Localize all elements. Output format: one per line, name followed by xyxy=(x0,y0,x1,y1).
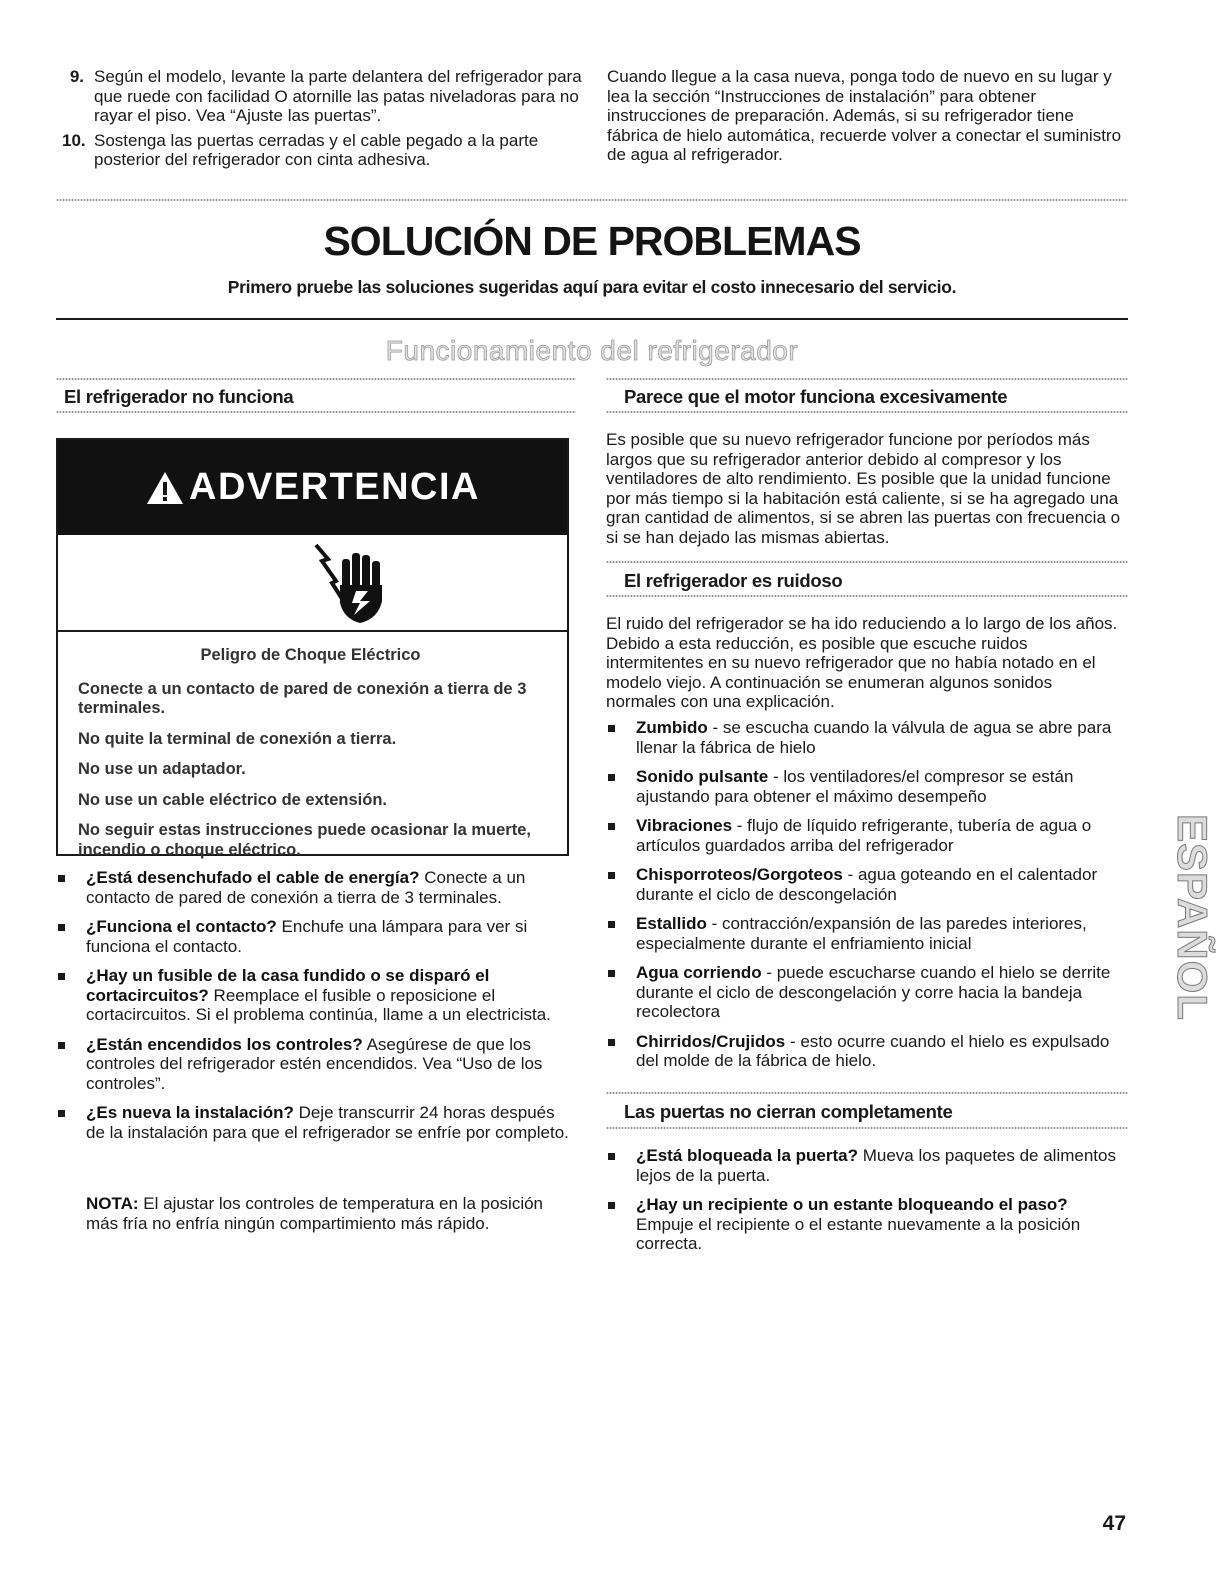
warning-line: No use un adaptador. xyxy=(78,760,246,778)
list-item: ¿Hay un recipiente o un estante bloqueando el paso? Empuje el recipiente o el estante nuevamente a la posición correcta. xyxy=(606,1195,1126,1254)
warning-line: Conecte a un contacto de pared de conexión a tierra de 3 terminales. xyxy=(78,679,527,717)
moving-paragraph: Cuando llegue a la casa nueva, ponga todo de nuevo en su lugar y lea la sección “Instrucciones de instalación” para obtener instrucciones de preparación. Además, si su refrigerador tiene fábrica de hielo automática, recuerde volver a conectar el suministro de agua al refrigerador. xyxy=(607,67,1122,164)
noise-intro: El ruido del refrigerador se ha ido reduciendo a lo largo de los años. Debido a esta reducción, es posible que escuche ruidos intermitentes en su nuevo refrigerador que no había notado en el modelo viejo. A continuación se enumeran algunos sonidos normales con una explicación. xyxy=(606,614,1118,711)
doors-list xyxy=(606,1146,1126,1264)
section-title: Funcionamiento del refrigerador xyxy=(385,335,799,366)
page-title: SOLUCIÓN DE PROBLEMAS xyxy=(323,218,861,264)
page-number: 47 xyxy=(1102,1512,1126,1535)
motor-paragraph: Es posible que su nuevo refrigerador funcione por períodos más largos que su refrigerador anterior debido al compresor y los ventiladores de alto rendimiento. Es posible que la unidad funcione por más tiempo si la habitación está caliente, si se ha agregado una gran cantidad de alimentos, si se abren las puertas con frecuencia o si se han dejado las mismas abiertas. xyxy=(606,430,1121,547)
dotted-divider xyxy=(606,410,1128,414)
warning-line: No use un cable eléctrico de extensión. xyxy=(78,790,388,809)
subheading-noise: El refrigerador es ruidoso xyxy=(624,570,843,591)
dotted-divider xyxy=(56,410,576,414)
warning-box xyxy=(56,438,569,859)
note xyxy=(86,1194,576,1233)
warning-header xyxy=(58,440,567,535)
noise-list xyxy=(606,718,1126,1081)
bullet-icon xyxy=(608,823,615,830)
bullet-icon xyxy=(58,875,65,882)
dotted-divider xyxy=(606,594,1128,598)
list-item: Agua corriendo - puede escucharse cuando el hielo se derrite durante el ciclo de descongelación y corre hacia la bandeja recolectora xyxy=(606,963,1126,1022)
list-item: ¿Está bloqueada la puerta? Mueva los paquetes de alimentos lejos de la puerta. xyxy=(606,1146,1126,1185)
warning-body xyxy=(58,632,567,879)
dotted-divider xyxy=(606,1126,1128,1130)
dotted-divider xyxy=(606,560,1128,564)
subheading-motor: Parece que el motor funciona excesivamente xyxy=(624,386,1008,407)
electric-shock-area xyxy=(58,535,567,632)
bullet-icon xyxy=(608,1039,615,1046)
list-item: ¿Funciona el contacto? Enchufe una lámpara para ver si funciona el contacto. xyxy=(56,917,576,956)
bullet-icon xyxy=(608,1153,615,1160)
bullet-icon xyxy=(608,725,615,732)
warning-caption: Peligro de Choque Eléctrico xyxy=(200,646,421,664)
step-item: 9. Según el modelo, levante la parte delantera del refrigerador para que ruede con facilidad O atornille las patas niveladoras para no rayar el piso. Vea “Ajuste las puertas”. xyxy=(69,67,582,125)
top-steps xyxy=(62,67,582,175)
bullet-icon xyxy=(58,1110,65,1117)
dotted-divider xyxy=(56,198,1128,202)
list-item: Zumbido - se escucha cuando la válvula de agua se abre para llenar la fábrica de hielo xyxy=(606,718,1126,757)
dotted-divider xyxy=(56,377,576,381)
bullet-icon xyxy=(608,921,615,928)
page-subtitle: Primero pruebe las soluciones sugeridas aquí para evitar el costo innecesario del servicio. xyxy=(227,277,957,297)
dotted-divider xyxy=(606,1091,1128,1095)
not-running-checklist xyxy=(56,868,576,1152)
note-label: NOTA: xyxy=(86,1194,139,1213)
subheading-doors: Las puertas no cierran completamente xyxy=(624,1101,953,1122)
bullet-icon xyxy=(608,970,615,977)
step-item: 10. Sostenga las puertas cerradas y el cable pegado a la parte posterior del refrigerador con cinta adhesiva. xyxy=(62,130,539,169)
electric-shock-hand-icon xyxy=(312,539,402,625)
list-item: Sonido pulsante - los ventiladores/el compresor se están ajustando para obtener el máximo desempeño xyxy=(606,767,1126,806)
side-tab-label: ESPAÑOL xyxy=(1169,814,1216,1021)
list-item: ¿Están encendidos los controles? Asegúrese de que los controles del refrigerador estén encendidos. Vea “Uso de los controles”. xyxy=(56,1035,576,1094)
dotted-divider xyxy=(606,377,1128,381)
bullet-icon xyxy=(608,1202,615,1209)
list-item: ¿Es nueva la instalación? Deje transcurrir 24 horas después de la instalación para que el refrigerador se enfríe por completo. xyxy=(56,1103,576,1142)
note-text: El ajustar los controles de temperatura en la posición más fría no enfría ningún compartimiento más rápido. xyxy=(86,1194,544,1233)
list-item: ¿Está desenchufado el cable de energía? Conecte a un contacto de pared de conexión a tierra de 3 terminales. xyxy=(56,868,576,907)
bullet-icon xyxy=(58,973,65,980)
language-side-tab xyxy=(1142,810,1216,1050)
list-item: ¿Hay un fusible de la casa fundido o se disparó el cortacircuitos? Reemplace el fusible o reposicione el cortacircuitos. Si el problema continúa, llame a un electricista. xyxy=(56,966,576,1025)
bullet-icon xyxy=(58,1042,65,1049)
subheading-not-running: El refrigerador no funciona xyxy=(64,386,294,407)
bullet-icon xyxy=(608,872,615,879)
horizontal-rule xyxy=(56,318,1128,320)
bullet-icon xyxy=(58,924,65,931)
list-item: Estallido - contracción/expansión de las paredes interiores, especialmente durante el enfriamiento inicial xyxy=(606,914,1126,953)
warning-line: No quite la terminal de conexión a tierra. xyxy=(78,729,397,748)
warning-triangle-icon xyxy=(145,470,185,506)
list-item: Vibraciones - flujo de líquido refrigerante, tubería de agua o artículos guardados arriba del refrigerador xyxy=(606,816,1126,855)
bullet-icon xyxy=(608,774,615,781)
list-item: Chisporroteos/Gorgoteos - agua goteando en el calentador durante el ciclo de descongelación xyxy=(606,865,1126,904)
list-item: Chirridos/Crujidos - esto ocurre cuando el hielo es expulsado del molde de la fábrica de hielo. xyxy=(606,1032,1126,1071)
warning-label: ADVERTENCIA xyxy=(189,466,480,508)
warning-line: No seguir estas instrucciones puede ocasionar la muerte, incendio o choque eléctrico. xyxy=(78,821,531,859)
